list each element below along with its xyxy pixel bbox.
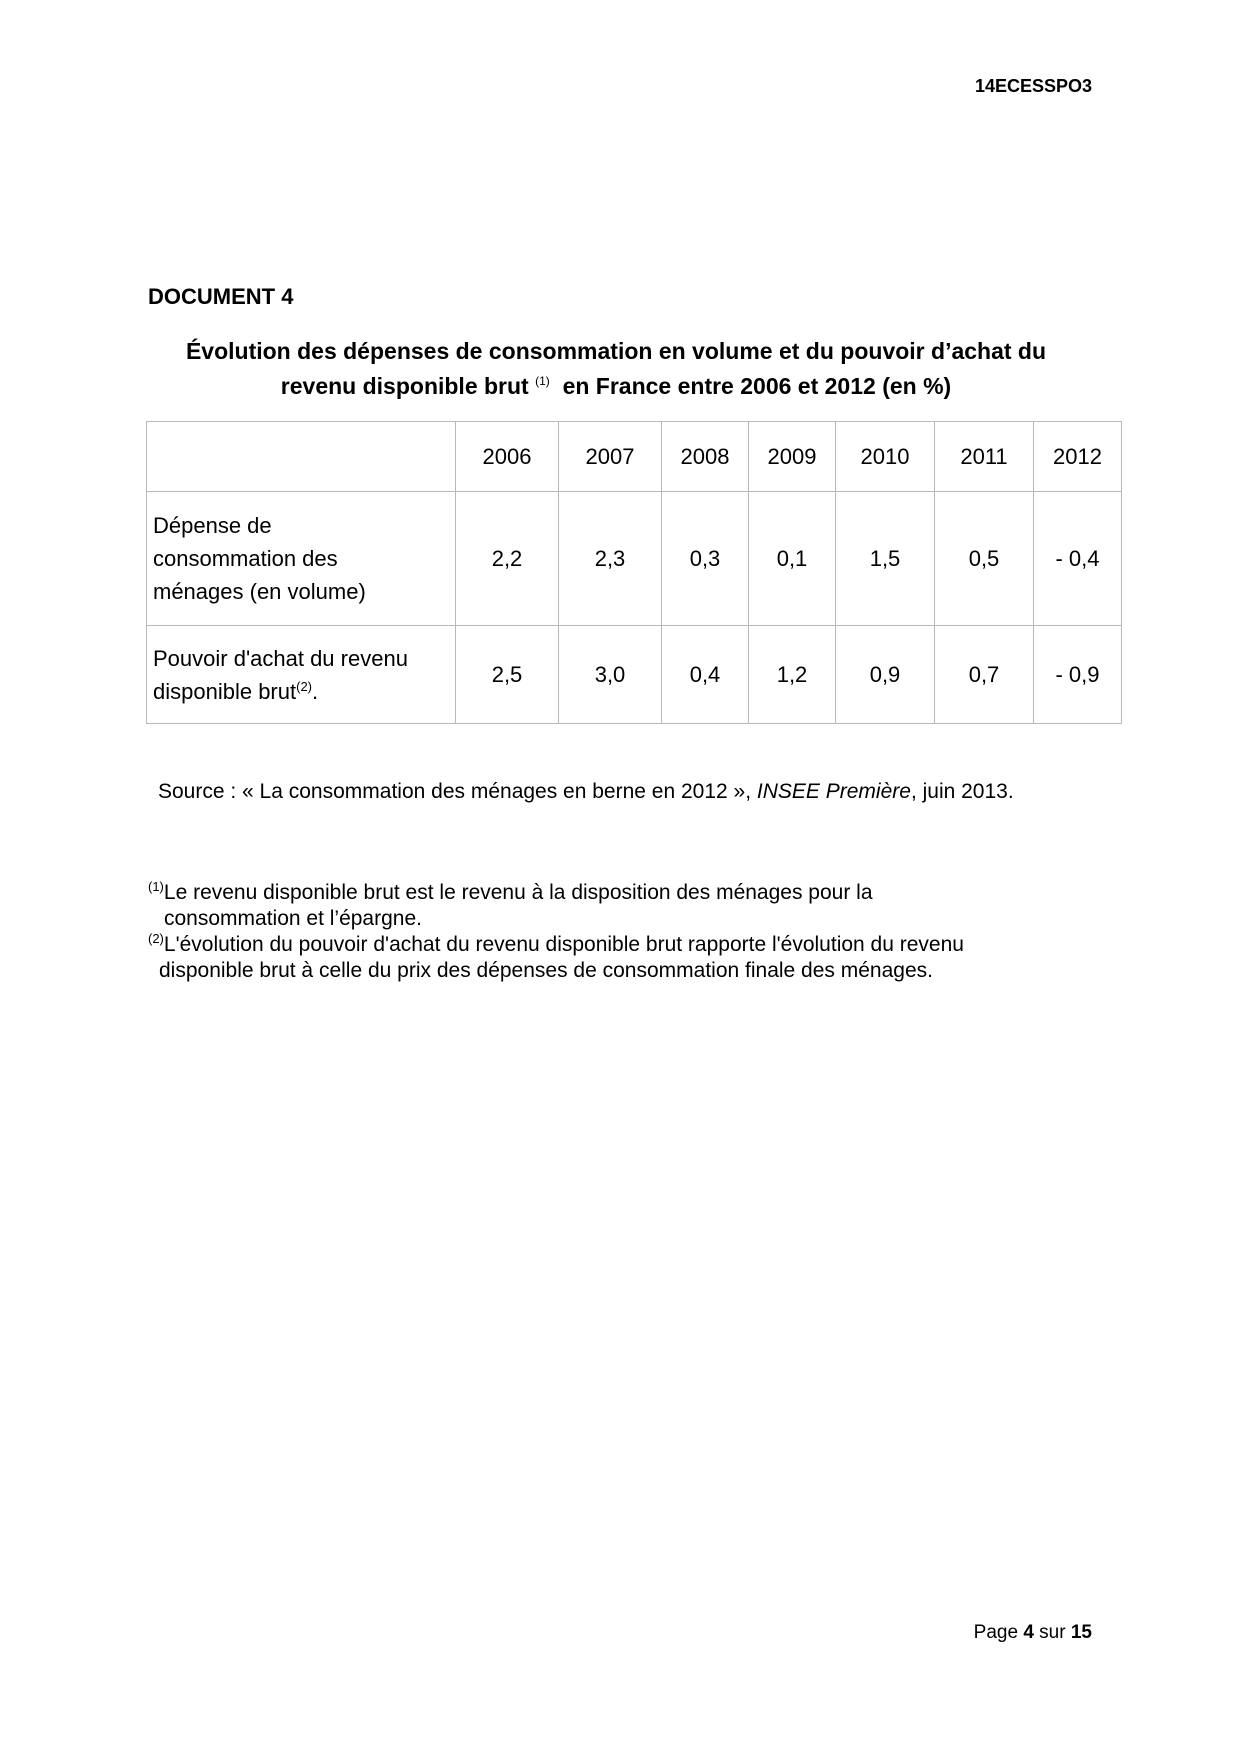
title-line-2-part-1: revenu disponible brut: [280, 373, 529, 399]
footnote-2-continuation: disponible brut à celle du prix des dépenses de consommation finale des ménages.: [159, 959, 933, 982]
row-label-text: disponible brut: [153, 678, 297, 704]
table-header-row: [147, 422, 1122, 492]
table-cell: 1,5: [836, 492, 935, 626]
title-footnote-ref: (1): [535, 374, 550, 388]
table-cell: 0,9: [836, 626, 935, 724]
row-label-consumption: [147, 492, 456, 626]
table-cell: 0,7: [935, 626, 1034, 724]
table-cell: 0,3: [662, 492, 749, 626]
page-number: [974, 1622, 1092, 1644]
table-cell: - 0,4: [1034, 492, 1122, 626]
table-cell: 2,5: [456, 626, 559, 724]
source-publication: INSEE Première: [756, 780, 911, 803]
table-row: [147, 492, 1122, 626]
footnote-1: [148, 880, 964, 906]
source-suffix: , juin 2013.: [910, 780, 1014, 803]
footnote-marker: (1): [148, 879, 164, 894]
table-cell: 3,0: [559, 626, 662, 724]
footnote-text: Le revenu disponible brut est le revenu à la disposition des ménages pour la: [163, 881, 873, 904]
year-header: 2006: [456, 422, 559, 492]
page-word: Page: [973, 1622, 1019, 1643]
title-line-2-part-2: en France entre 2006 et 2012 (en %): [562, 373, 952, 399]
year-header: 2008: [662, 422, 749, 492]
row-footnote-ref: (2): [296, 678, 312, 694]
table-cell: 0,4: [662, 626, 749, 724]
source-citation: [158, 780, 1014, 804]
page-separator: sur: [1039, 1622, 1066, 1643]
footnotes: [148, 880, 964, 984]
source-prefix: Source : « La consommation des ménages en berne en 2012 »,: [158, 780, 757, 803]
row-label-end: .: [312, 678, 319, 704]
table-cell: 0,1: [749, 492, 836, 626]
page-current: 4: [1023, 1622, 1034, 1643]
footnote-marker: (2): [148, 931, 164, 946]
row-label-line: Pouvoir d'achat du revenu: [153, 645, 408, 671]
footnote-2: [148, 932, 964, 958]
row-label-line: Dépense de: [153, 513, 272, 538]
table-cell: 2,3: [559, 492, 662, 626]
row-label-line: [153, 675, 455, 708]
table-row: [147, 626, 1122, 724]
table-cell: 0,5: [935, 492, 1034, 626]
document-code: 14ECESSPO3: [974, 76, 1092, 96]
table-cell: 1,2: [749, 626, 836, 724]
row-label-line: consommation des: [153, 546, 338, 571]
row-label-purchasing-power: [147, 626, 456, 724]
year-header: 2011: [935, 422, 1034, 492]
table-cell: - 0,9: [1034, 626, 1122, 724]
year-header: 2009: [749, 422, 836, 492]
year-header: 2012: [1034, 422, 1122, 492]
footnote-1-continuation: consommation et l’épargne.: [164, 907, 422, 930]
page-total: 15: [1070, 1622, 1092, 1643]
document-label: DOCUMENT 4: [148, 284, 294, 309]
row-label-line: ménages (en volume): [153, 579, 366, 604]
title-line-2: [148, 369, 1084, 404]
table-corner-cell: [147, 422, 456, 492]
year-header: 2010: [836, 422, 935, 492]
year-header: 2007: [559, 422, 662, 492]
footnote-text: L'évolution du pouvoir d'achat du revenu disponible brut rapporte l'évolution du revenu: [163, 933, 964, 956]
table-cell: 2,2: [456, 492, 559, 626]
data-table: [146, 421, 1122, 724]
document-title: [148, 334, 1084, 404]
title-line-1: Évolution des dépenses de consommation en volume et du pouvoir d’achat du: [185, 338, 1047, 364]
